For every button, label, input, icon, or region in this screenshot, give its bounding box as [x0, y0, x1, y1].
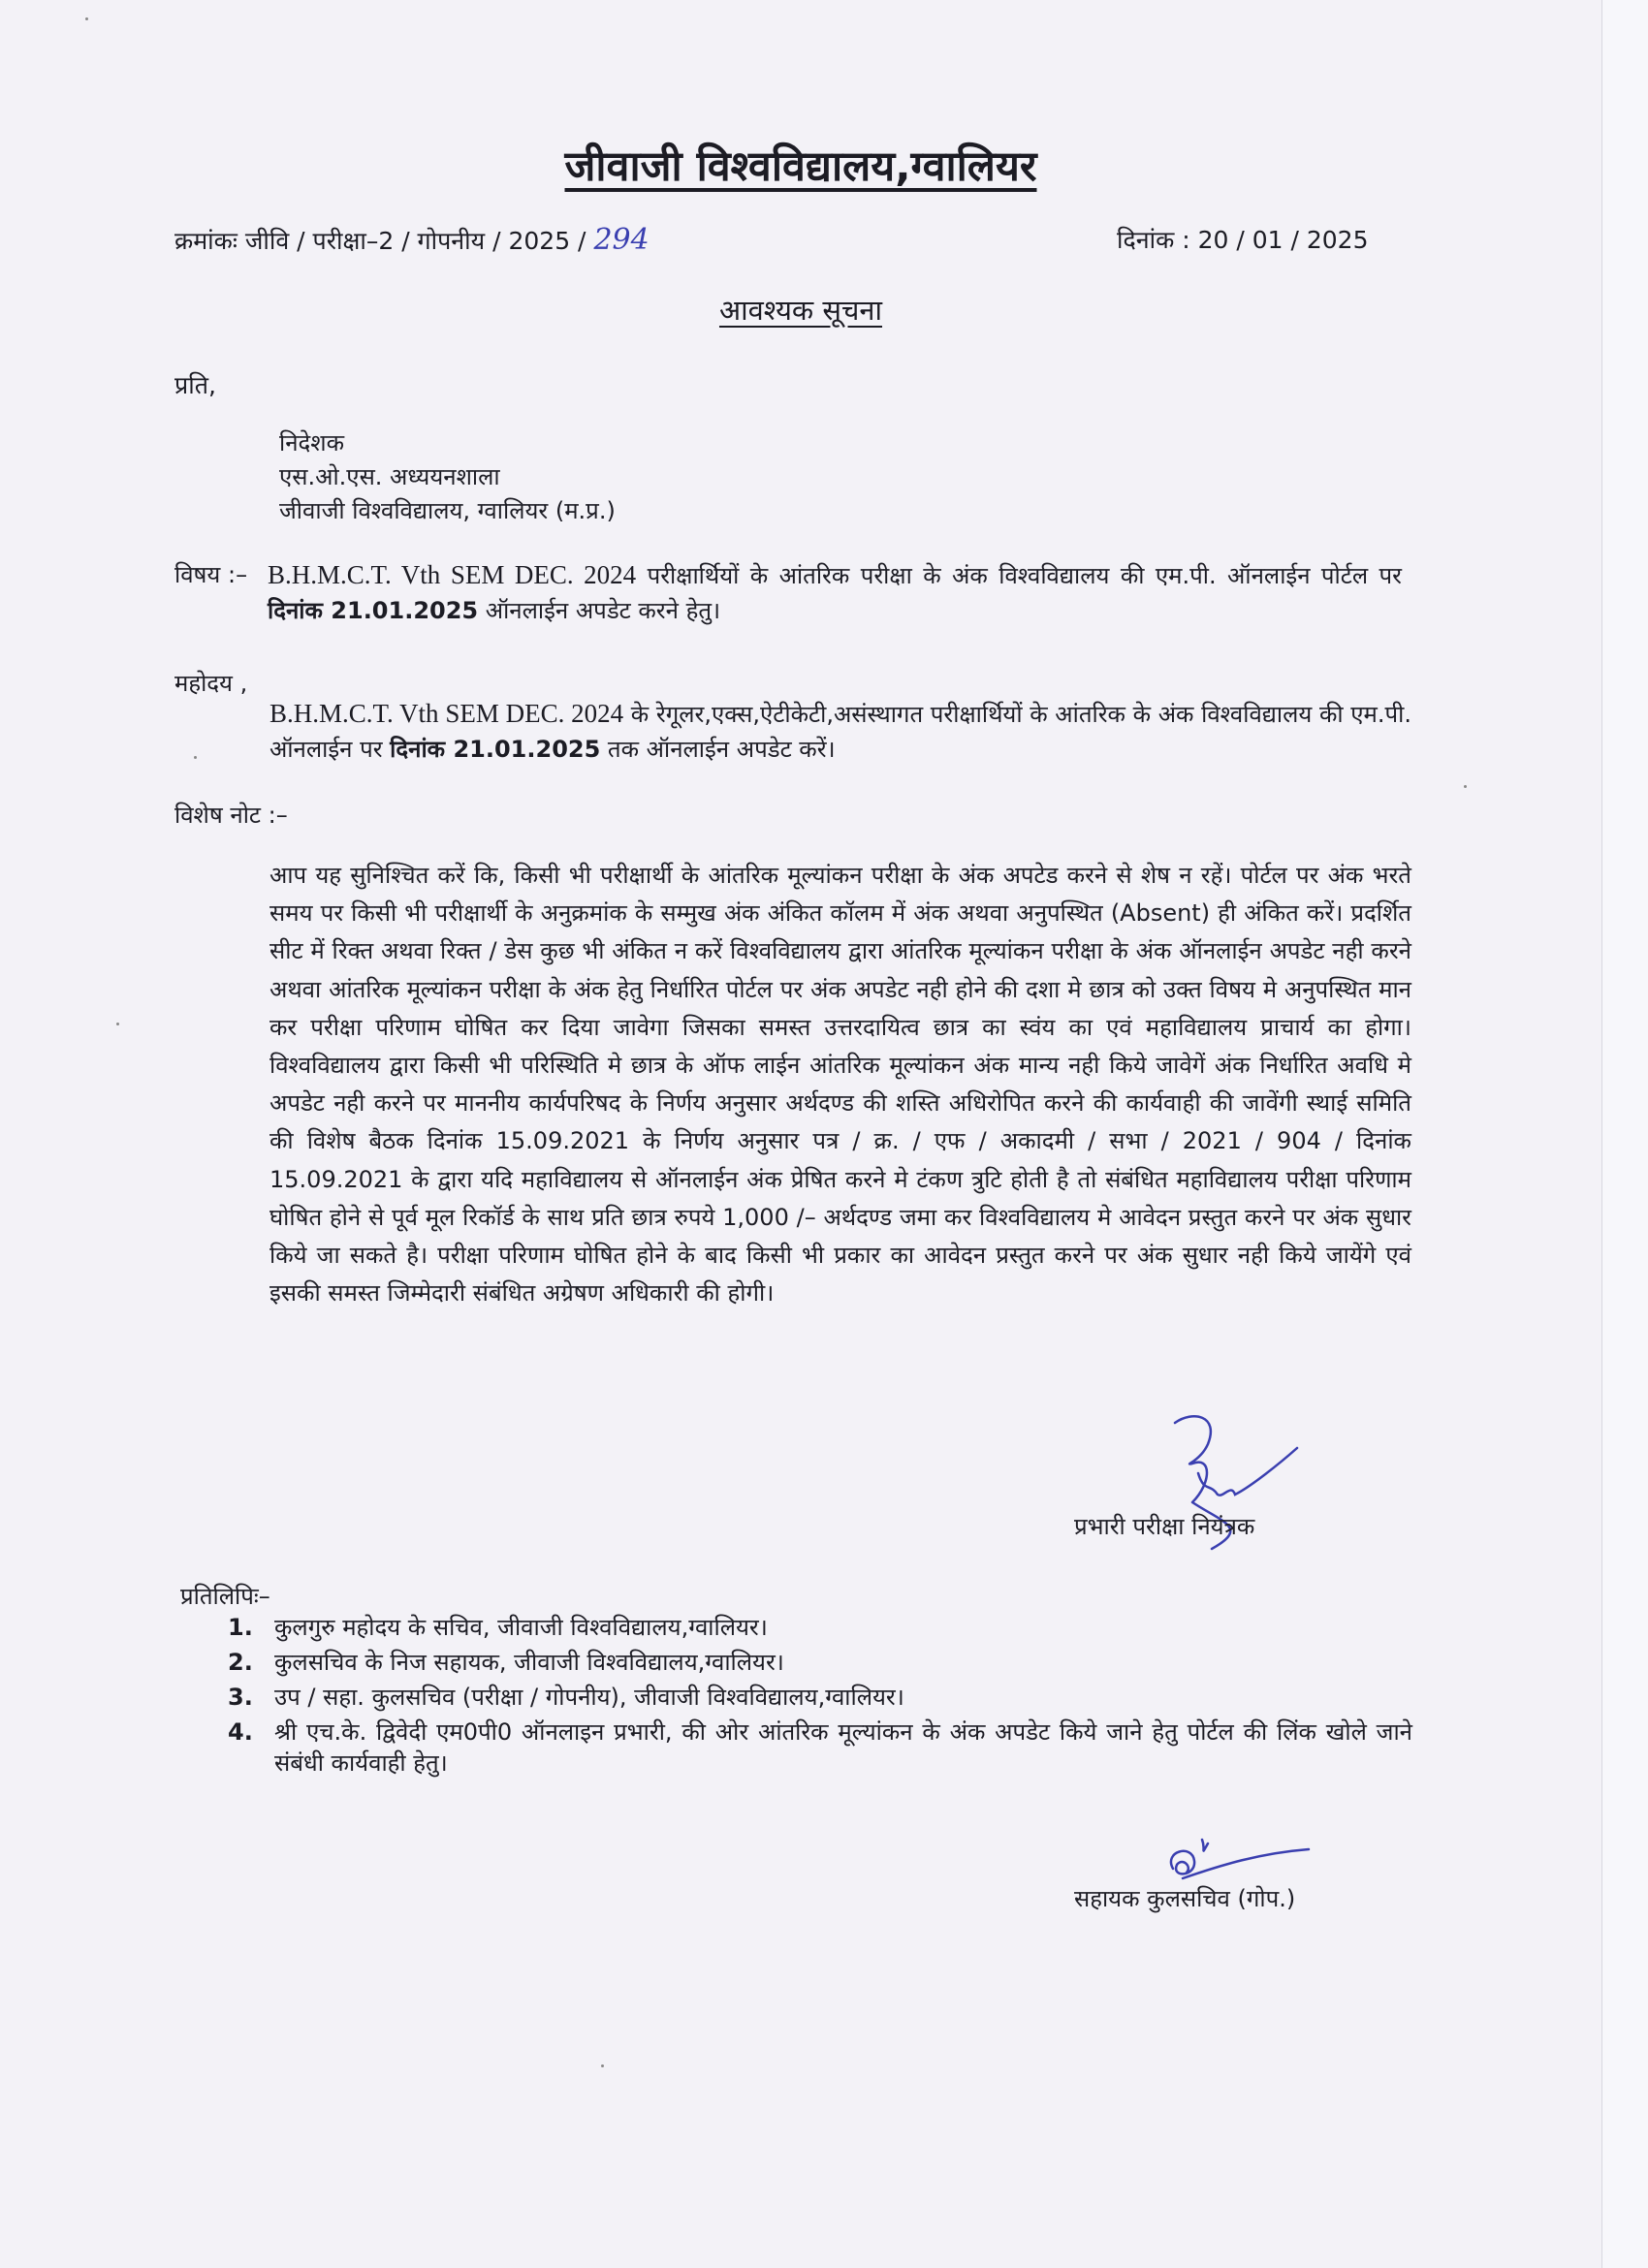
recipient-line: जीवाजी विश्वविद्यालय, ग्वालियर (म.प्र.): [279, 497, 616, 524]
notice-title: आवश्यक सूचना: [718, 294, 883, 327]
recipient-address: [279, 426, 616, 528]
copies-list: [228, 1612, 1412, 1782]
list-item-number: 3.: [228, 1684, 253, 1711]
list-item: [228, 1612, 1412, 1643]
subject-date: 21.01.2025: [322, 597, 479, 624]
intro-course: B.H.M.C.T. Vth SEM DEC. 2024: [269, 699, 624, 728]
subject-text: [268, 557, 1402, 628]
subject-label: विषय :–: [174, 561, 248, 588]
list-item-number: 1.: [228, 1614, 253, 1641]
intro-date: 21.01.2025: [445, 736, 601, 763]
list-item: [228, 1717, 1412, 1779]
recipient-line: एस.ओ.एस. अध्ययनशाला: [279, 463, 500, 490]
list-item-text: उप / सहा. कुलसचिव (परीक्षा / गोपनीय), जीवाजी विश्वविद्यालय,ग्वालियर।: [274, 1684, 904, 1711]
special-note-label: विशेष नोट :–: [174, 802, 288, 829]
paper-speck: [85, 17, 88, 20]
paper-speck: [116, 1023, 119, 1025]
letter-date: दिनांक : 20 / 01 / 2025: [1117, 226, 1369, 254]
intro-date-word: दिनांक: [390, 736, 446, 763]
paper-speck: [601, 2064, 604, 2067]
special-note-paragraph: आप यह सुनिश्चित करें कि, किसी भी परीक्षार्थी के आंतरिक मूल्यांकन परीक्षा के अंक अपटेड करने से शेष न रहें। पोर्टल पर अंक भरते समय पर किसी भी परीक्षार्थी के अनुक्रमांक के सम्मुख अंक अंकित कॉलम में अंक अथवा अनुपस्थित (Absent) ही अंकित करें। प्रदर्शित सीट में रिक्त अथवा रिक्त / डेस कुछ भी अंकित न करें विश्वविद्यालय द्वारा आंतरिक मूल्यांकन परीक्षा के अंक ऑनलाईन अपडेट नही करने अथवा आंतरिक मूल्यांकन परीक्षा के अंक हेतु निर्धारित पोर्टल पर अंक अपडेट नही होने की दशा मे छात्र को उक्त विषय मे अनुपस्थित मान कर परीक्षा परिणाम घोषित कर दिया जावेगा जिसका समस्त उत्तरदायित्व छात्र का स्वंय का एवं महाविद्यालय प्राचार्य का होगा। विश्वविद्यालय द्वारा किसी भी परिस्थिति मे छात्र के ऑफ लाईन आंतरिक मूल्यांकन अंक मान्य नही किये जावेगें अंक निर्धारित अवधि मे अपडेट नही करने पर माननीय कार्यपरिषद के निर्णय अनुसार अर्थदण्ड की शस्ति अधिरोपित करने की कार्यवाही की जावेंगी स्थाई समिति की विशेष बैठक दिनांक 15.09.2021 के निर्णय अनुसार पत्र / क्र. / एफ / अकादमी / सभा / 2021 / 904 / दिनांक 15.09.2021 के द्वारा यदि महाविद्यालय से ऑनलाईन अंक प्रेषित करने मे टंकण त्रुटि होती है तो संबंधित महाविद्यालय परीक्षा परिणाम घोषित होने से पूर्व मूल रिकॉर्ड के साथ प्रति छात्र रुपये 1,000 /– अर्थदण्ड जमा कर विश्वविद्यालय मे आवेदन प्रस्तुत करने पर अंक सुधार किये जा सकते है। परीक्षा परिणाम घोषित होने के बाद किसी भी प्रकार का आवेदन प्रस्तुत करने पर अंक सुधार नही किये जायेंगे एवं इसकी समस्त जिम्मेदारी संबंधित अग्रेषण अधिकारी की होगी।: [269, 862, 1411, 1307]
subject-course: B.H.M.C.T. Vth SEM DEC. 2024: [268, 560, 637, 589]
subject-block: [174, 557, 1410, 628]
list-item-number: 2.: [228, 1649, 253, 1676]
recipient-to: प्रति,: [174, 371, 216, 399]
signatory-assistant-registrar: सहायक कुलसचिव (गोप.): [1074, 1885, 1296, 1912]
list-item: [228, 1647, 1412, 1678]
signatory-controller: प्रभारी परीक्षा नियंत्रक: [1074, 1513, 1255, 1540]
list-item-text: कुलगुरु महोदय के सचिव, जीवाजी विश्वविद्यालय,ग्वालियर।: [274, 1614, 768, 1641]
reference-prefix: क्रमांकः जीवि / परीक्षा–2 / गोपनीय / 2025 /: [174, 227, 586, 255]
subject-text-b: ऑनलाईन अपडेट करने हेतु।: [478, 597, 721, 624]
reference-handwritten: 294: [593, 223, 650, 257]
subject-text-a: परीक्षार्थियों के आंतरिक परीक्षा के अंक विश्वविद्यालय की एम.पी. ऑनलाईन पोर्टल पर: [636, 562, 1402, 589]
intro-paragraph: [269, 696, 1411, 767]
list-item-text: श्री एच.के. द्विवेदी एम0पी0 ऑनलाइन प्रभारी, की ओर आंतरिक मूल्यांकन के अंक अपडेट किये जाने हेतु पोर्टल की लिंक खोले जाने संबंधी कार्यवाही हेतु।: [274, 1718, 1412, 1777]
paper-speck: [1464, 785, 1467, 788]
recipient-line: निदेशक: [279, 429, 345, 457]
paper-speck: [194, 756, 197, 759]
list-item-number: 4.: [228, 1718, 253, 1746]
salutation: महोदय ,: [174, 670, 248, 697]
page-edge: [1601, 0, 1648, 2268]
intro-text-b: तक ऑनलाईन अपडेट करें।: [600, 736, 836, 763]
university-title: जीवाजी विश्वविद्यालय,ग्वालियर: [564, 142, 1037, 191]
copies-label: प्रतिलिपिः–: [180, 1583, 270, 1610]
list-item: [228, 1682, 1412, 1713]
list-item-text: कुलसचिव के निज सहायक, जीवाजी विश्वविद्यालय,ग्वालियर।: [274, 1649, 784, 1676]
reference-number: [174, 223, 650, 257]
subject-date-word: दिनांक: [268, 597, 323, 624]
intro-text-a: के रेगूलर,एक्स,ऐटीकेटी,असंस्थागत परीक्षार्थियों के आंतरिक के अंक विश्वविद्यालय की एम.पी. ऑनलाईन पर: [269, 701, 1412, 763]
